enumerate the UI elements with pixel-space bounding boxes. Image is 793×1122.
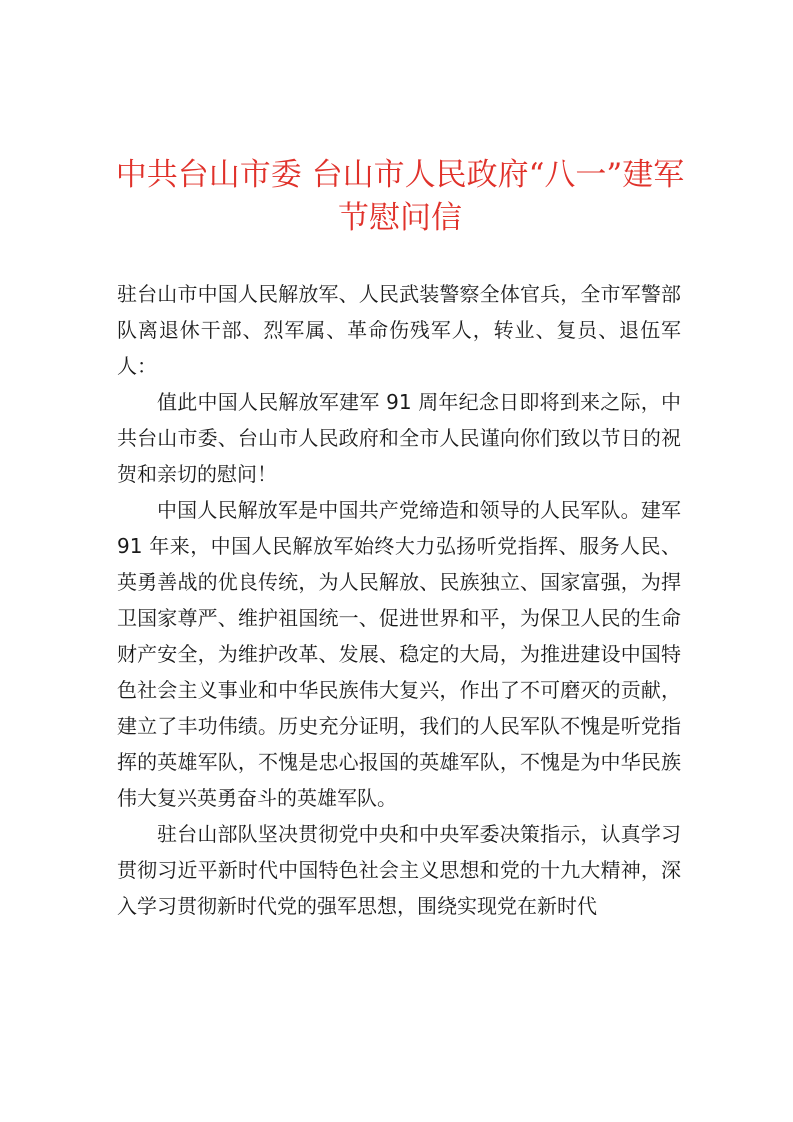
paragraph-local-troops: 驻台山部队坚决贯彻党中央和中央军委决策指示，认真学习贯彻习近平新时代中国特色社会主义思想和党的十九大精神，深入学习贯彻新时代党的强军思想，围绕实现党在新时代 <box>117 822 681 918</box>
document-title-line-2: 节慰问信 <box>338 200 462 236</box>
document-title-line-1: 中共台山市委 台山市人民政府“八一”建军 <box>115 157 685 193</box>
paragraph-history: 中国人民解放军是中国共产党缔造和领导的人民军队。建军 91 年来，中国人民解放军始终大力弘扬听党指挥、服务人民、英勇善战的优良传统，为人民解放、民族独立、国家富强，为捍卫国家尊严、维护祖国统一、促进世界和平，为保卫人民的生命财产安全，为维护改革、发展、稳定的大局，为推进建设中国特色社会主义事业和中华民族伟大复兴，作出了不可磨灭的贡献，建立了丰功伟绩。历史充分证明，我们的人民军队不愧是听党指挥的英雄军队，不愧是忠心报国的英雄军队，不愧是为中华民族伟大复兴英勇奋斗的英雄军队。 <box>117 498 681 810</box>
salutation: 驻台山市中国人民解放军、人民武装警察全体官兵，全市军警部队离退休干部、烈军属、革命伤残军人，转业、复员、退伍军人： <box>117 282 681 378</box>
letter-body <box>117 276 681 924</box>
paragraph-greeting: 值此中国人民解放军建军 91 周年纪念日即将到来之际，中共台山市委、台山市人民政府和全市人民谨向你们致以节日的祝贺和亲切的慰问！ <box>117 390 681 486</box>
